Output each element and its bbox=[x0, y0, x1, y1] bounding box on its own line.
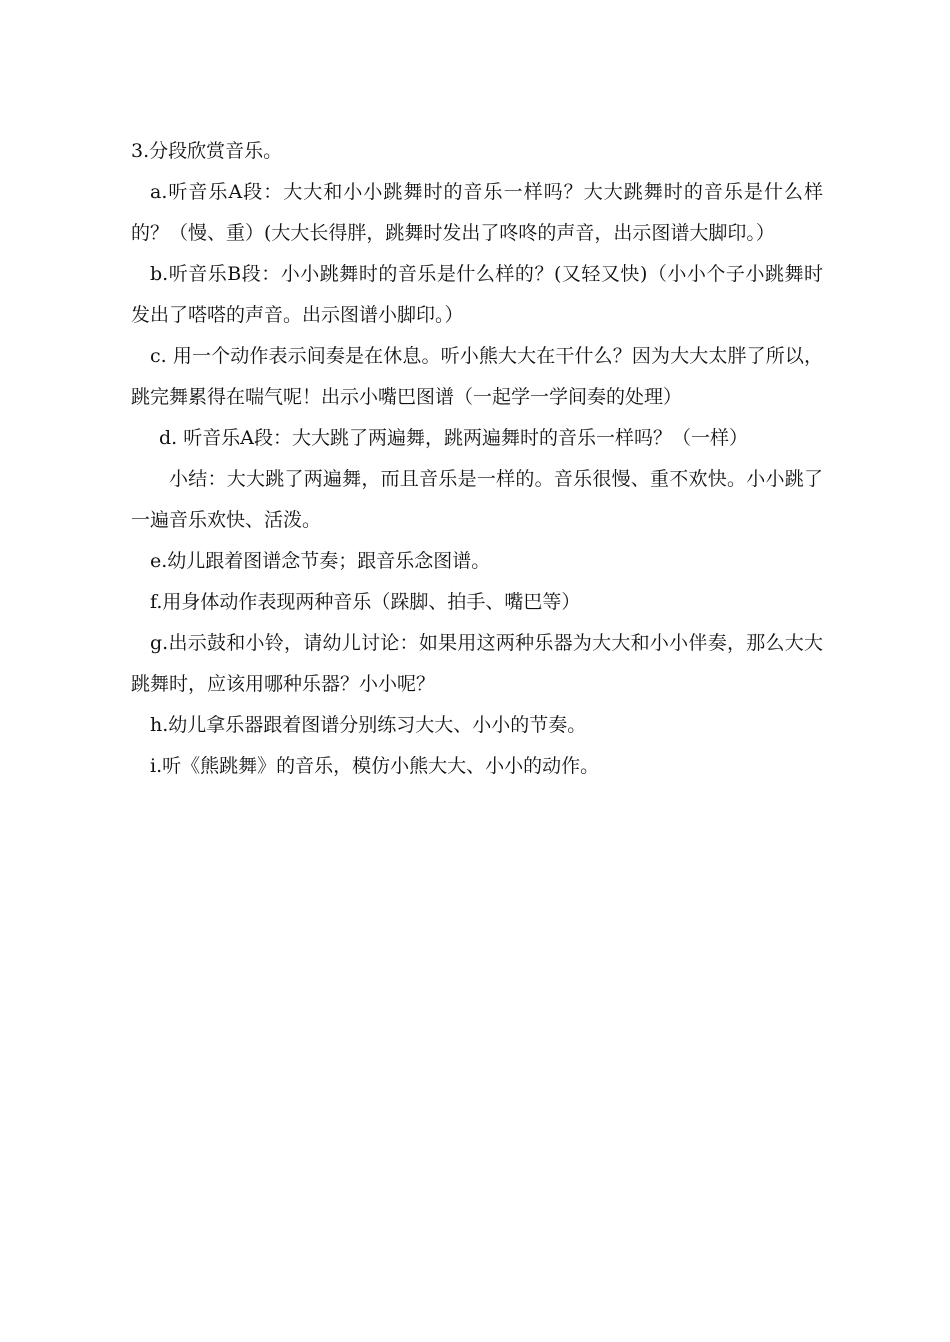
step-i-paragraph: i.听《熊跳舞》的音乐，模仿小熊大大、小小的动作。 bbox=[150, 755, 600, 777]
section-heading: 3.分段欣赏音乐。 bbox=[131, 140, 283, 162]
step-g-paragraph: g.出示鼓和小铃，请幼儿讨论：如果用这两种乐器为大大和小小伴奏，那么大大跳舞时，应该用哪种乐器？小小呢？ bbox=[131, 632, 823, 695]
step-b-paragraph: b.听音乐B段：小小跳舞时的音乐是什么样的？(又轻又快)（小小个子小跳舞时发出了嗒嗒的声音。出示图谱小脚印。） bbox=[131, 263, 823, 326]
step-h-paragraph: h.幼儿拿乐器跟着图谱分别练习大大、小小的节奏。 bbox=[150, 714, 587, 736]
step-a-paragraph: a.听音乐A段：大大和小小跳舞时的音乐一样吗？大大跳舞时的音乐是什么样的？（慢、重）(大大长得胖，跳舞时发出了咚咚的声音，出示图谱大脚印。） bbox=[131, 181, 823, 244]
summary-paragraph: 小结：大大跳了两遍舞，而且音乐是一样的。音乐很慢、重不欢快。小小跳了一遍音乐欢快、活泼。 bbox=[131, 468, 823, 531]
step-f-paragraph: f.用身体动作表现两种音乐（跺脚、拍手、嘴巴等） bbox=[150, 591, 581, 613]
step-c-paragraph: c. 用一个动作表示间奏是在休息。听小熊大大在干什么？因为大大太胖了所以，跳完舞累得在喘气呢！出示小嘴巴图谱（一起学一学间奏的处理） bbox=[131, 345, 823, 408]
step-e-paragraph: e.幼儿跟着图谱念节奏；跟音乐念图谱。 bbox=[150, 550, 491, 572]
document-body bbox=[131, 131, 823, 787]
step-d-paragraph: d. 听音乐A段：大大跳了两遍舞，跳两遍舞时的音乐一样吗？（一样） bbox=[159, 427, 748, 449]
